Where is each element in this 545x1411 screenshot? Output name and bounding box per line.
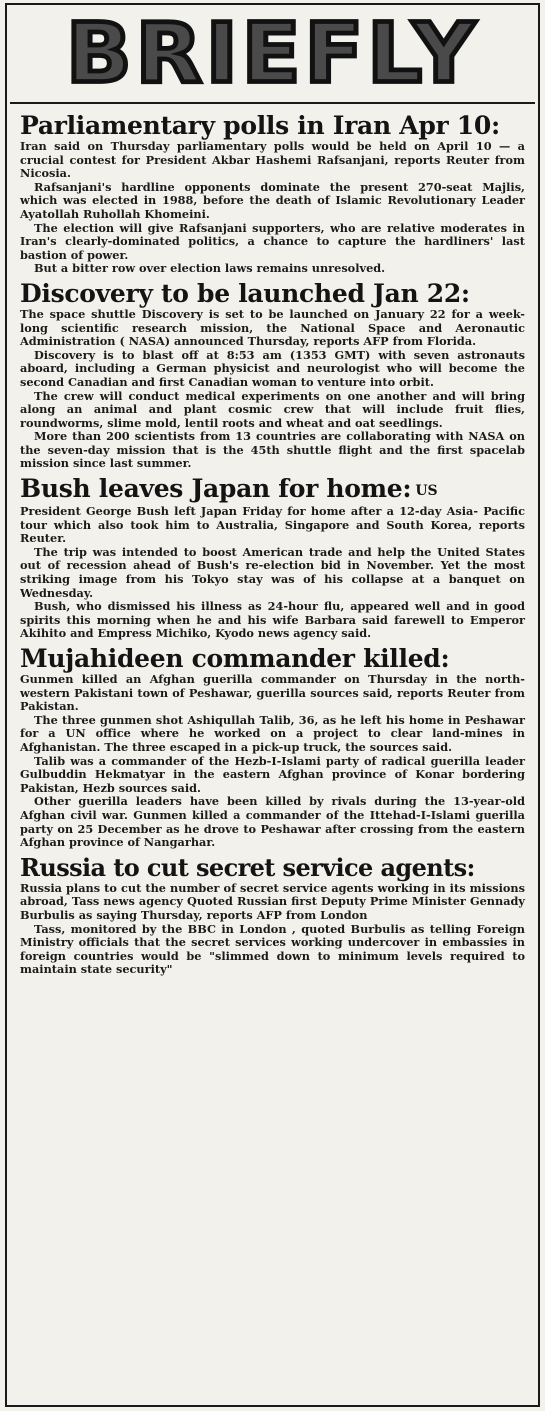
story-paragraph: The trip was intended to boost American trade and help the United States out of recession ahead of Bush's re-election bid in November. Yet the most striking image from his Tokyo stay was of his collapse at a banquet on Wednesday. [20,544,525,600]
story-headline: Russia to cut secret service agents: [20,852,475,882]
story-paragraph: The election will give Rafsanjani supporters, who are relative moderates in Iran's clearly-dominated politics, a chance to capture the hardliners' last bastion of power. [20,220,525,262]
story-paragraph: The space shuttle Discovery is set to be launched on January 22 for a week-long scientific research mission, the National Space and Aeronautic Administration ( NASA) announced Thursday, reports AFP from Florida. [20,306,525,349]
story-headline: Parliamentary polls in Iran Apr 10: [20,111,500,140]
story-paragraph: Gunmen killed an Afghan guerilla commander on Thursday in the north-western Pakistani town of Peshawar, guerilla sources said, reports Reuter from Pakistan. [20,672,525,714]
story-paragraph: More than 200 scientists from 13 countries are collaborating with NASA on the seven-day mission that is the 45th shuttle flight and the first spacelab mission since last summer. [20,429,525,471]
clipping-border [5,3,540,1407]
story-paragraph: Other guerilla leaders have been killed by rivals during the 13-year-old Afghan civil war. Gunmen killed a commander of the Ittehad-I-Islami guerilla party on 25 December as he drove to Peshawar after crossing from the eastern Afghan province of Nangarhar. [20,794,525,850]
story-paragraph: Bush, who dismissed his illness as 24-hour flu, appeared well and in good spirits this morning when he and his wife Barbara said farewell to Emperor Akihito and Empress Michiko, Kyodo news agency said. [20,599,525,641]
story-paragraph: Iran said on Thursday parliamentary polls would be held on April 10 — a crucial contest for President Akbar Hashemi Rafsanjani, reports Reuter from Nicosia. [20,139,525,181]
story-paragraph: Talib was a commander of the Hezb-I-Islami party of radical guerilla leader Gulbuddin Hekmatyar in the eastern Afghan province of Konar bordering Pakistan, Hezb sources said. [20,753,525,795]
masthead [10,6,535,104]
story-paragraph: Tass, monitored by the BBC in London , quoted Burbulis as telling Foreign Ministry officials that the secret services working undercover in embassies in foreign countries would be "slimmed down to minimum levels required to maintain state security" [20,921,525,977]
story-paragraph: The three gunmen shot Ashiqullah Talib, 36, as he left his home in Peshawar for a UN office where he worked on a project to clear land-mines in Afghanistan. The three escaped in a pick-up truck, the sources said. [20,712,525,754]
story-paragraph: Discovery is to blast off at 8:53 am (1353 GMT) with seven astronauts aboard, including a German physicist and neurologist who will become the second Canadian and first Canadian woman to venture into orbit. [20,347,525,389]
story-headline: Discovery to be launched Jan 22: [20,278,470,308]
story-paragraph: The crew will conduct medical experiments on one another and will bring along an animal and plant cosmic crew that will include fruit flies, roundworms, slime mold, lentil roots and wheat and oat seedlings. [20,388,525,430]
story-paragraph: President George Bush left Japan Friday for home after a 12-day Asia- Pacific tour which also took him to Australia, Singapore and South Korea, reports Reuter. [20,504,525,546]
story-headline: Mujahideen commander killed: [20,644,450,673]
masthead-title: BRIEFLY [66,6,479,102]
story-headline-text: Bush leaves Japan for home: [20,474,412,504]
story-paragraph: Russia plans to cut the number of secret service agents working in its missions abroad, Tass news agency Quoted Russian first Deputy Prime Minister Gennady Burbulis as saying Thursday, reports AFP from London [20,880,525,922]
story-kicker: US [415,483,438,500]
story-paragraph: Rafsanjani's hardline opponents dominate the present 270-seat Majlis, which was elected in 1988, before the death of Islamic Revolutionary Leader Ayatollah Ruhollah Khomeini. [20,179,525,221]
story-paragraph: But a bitter row over election laws remains unresolved. [34,261,386,276]
